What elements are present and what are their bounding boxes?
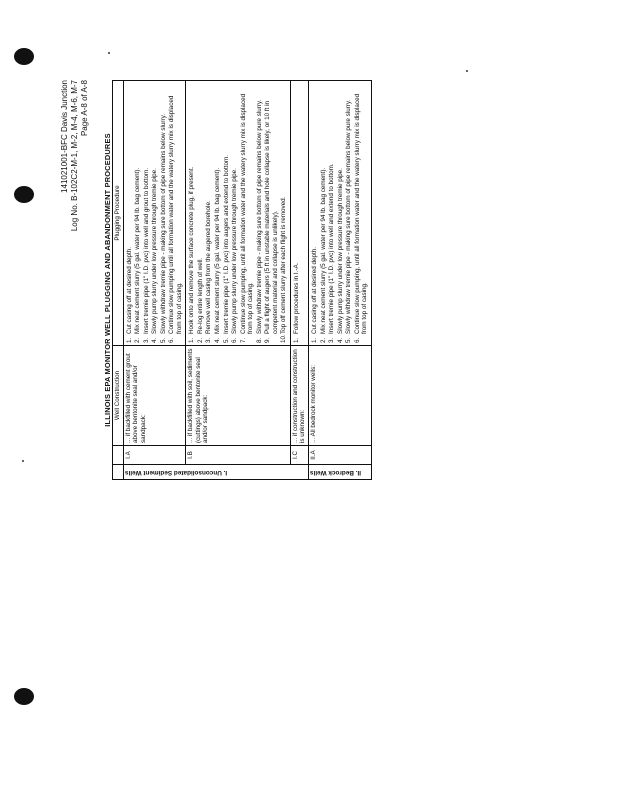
procedure-steps <box>290 81 308 346</box>
well-condition: ... All bedrock monitor wells: <box>309 346 372 446</box>
header-log-number: Log No. B-102C2-M-1, M-2, M-4, M-6, M-7 <box>70 80 79 232</box>
procedure-step: 1. Cut casing off at desired depth. <box>311 246 319 343</box>
table-row <box>290 81 308 480</box>
section-cell <box>309 465 372 480</box>
procedure-step: 9. Pull a flight of augers (5 ft in unstable materials and hole collapse is likely, or 10 ft in competent material and collapse is unlikely). <box>264 101 279 343</box>
scan-speck <box>22 460 24 462</box>
well-condition: ... if construction and construction is unknown: <box>290 346 308 446</box>
procedure-step: 8. Slowly withdraw tremie pipe - making sure bottom of pipe remains below pure slurry. <box>255 99 263 343</box>
procedure-step: 6. Slowly pump slurry under low pressure through tremie pipe. <box>231 168 239 343</box>
table-row <box>123 81 186 480</box>
procedure-step: 4. Mix neat cement slurry (5 gal. water per 94 lb. bag cement). <box>214 167 222 343</box>
procedure-step: 2. Mix neat cement slurry (5 gal. water per 94 lb. bag cement). <box>134 167 142 343</box>
procedure-step: 3. Insert tremie pipe (1" I.D. pvc) into well and grout to bottom. <box>142 167 150 343</box>
procedure-step: 5. Slowly withdraw tremie pipe - making sure bottom of pipe remains below slurry. <box>159 113 167 343</box>
rotated-page <box>60 80 500 480</box>
procedure-step: 1. Hook onto and remove the surface concrete plug, if present. <box>188 166 196 343</box>
row-code: I.C <box>290 446 308 465</box>
section-label: II. Bedrock Wells <box>310 468 362 476</box>
section-cell <box>123 465 308 480</box>
procedure-step: 1. Cut casing off at desired depth. <box>125 246 133 343</box>
procedure-step: 2. Re-log entire length of well. <box>196 257 204 343</box>
binder-hole <box>14 48 34 65</box>
procedure-step: 7. Continue slow pumping, until all formation water and the watery slurry mix is displaced from top of casing. <box>239 93 255 343</box>
procedure-step: 10. Top off cement slurry after each flight is removed. <box>280 196 288 343</box>
procedure-step: 5. Insert tremie pipe (1" I.D. pvc) into augers and extend to bottom. <box>222 155 230 343</box>
table-row <box>186 81 291 480</box>
page-header <box>60 80 90 480</box>
row-code: II.A <box>309 446 372 465</box>
procedure-step: 4. Slowly pump slurry under low pressure through tremie pipe. <box>336 168 344 343</box>
procedure-step: 1. Follow procedures in I.-A. <box>292 262 300 343</box>
scan-speck <box>466 70 468 72</box>
procedures-table <box>112 80 372 480</box>
procedure-step: 6. Continue slow pumping until all formation water and the watery slurry mix is displaced from top of casing. <box>168 95 183 343</box>
procedure-step: 6. Continue slow pumping, until all formation water and the watery slurry mix is displaced from top of casing. <box>353 93 369 343</box>
procedure-step: 3. Insert tremie pipe (1" I.D. pvc) into well and extend to bottom. <box>328 163 336 343</box>
procedure-step: 4. Slowly pump slurry under low pressure through tremie pipe. <box>151 168 159 343</box>
well-condition: ... if backfilled with cement grout above bentonite seal and/or sandpack: <box>123 346 186 446</box>
plugging-procedure-header: Plugging Procedure <box>113 81 124 346</box>
section-label: I. Unconsolidated Sediment Wells <box>124 468 227 476</box>
well-construction-header: Well Construction <box>113 346 124 446</box>
row-code: I.B <box>186 446 291 465</box>
document-title: ILLINOIS EPA MONITOR WELL PLUGGING AND ABANDONMENT PROCEDURES <box>103 133 112 427</box>
binder-hole <box>14 186 34 203</box>
row-code: I.A <box>123 446 186 465</box>
table-row <box>309 81 372 480</box>
procedure-steps <box>123 81 186 346</box>
procedure-step: 2. Mix neat cement slurry (5 gal. water per 94 lb. bag cement). <box>319 167 327 343</box>
binder-hole <box>14 688 34 705</box>
well-condition: ... if backfilled with soil, sediments (cuttings) above bentonite seal and/or sandpack: <box>186 346 291 446</box>
scan-speck <box>108 52 110 54</box>
column-header-row <box>113 81 124 480</box>
procedure-steps <box>309 81 372 346</box>
procedure-step: 5. Slowly withdraw tremie pipe - making sure bottom of pipe remains below pure slurry. <box>345 99 353 343</box>
procedure-steps <box>186 81 291 346</box>
header-page-number: Page A-8 of A-8 <box>80 80 89 137</box>
procedure-step: 3. Remove well casing from the augered borehole. <box>205 200 213 343</box>
header-project: 141021001-BFC Davis Junction <box>60 80 69 193</box>
